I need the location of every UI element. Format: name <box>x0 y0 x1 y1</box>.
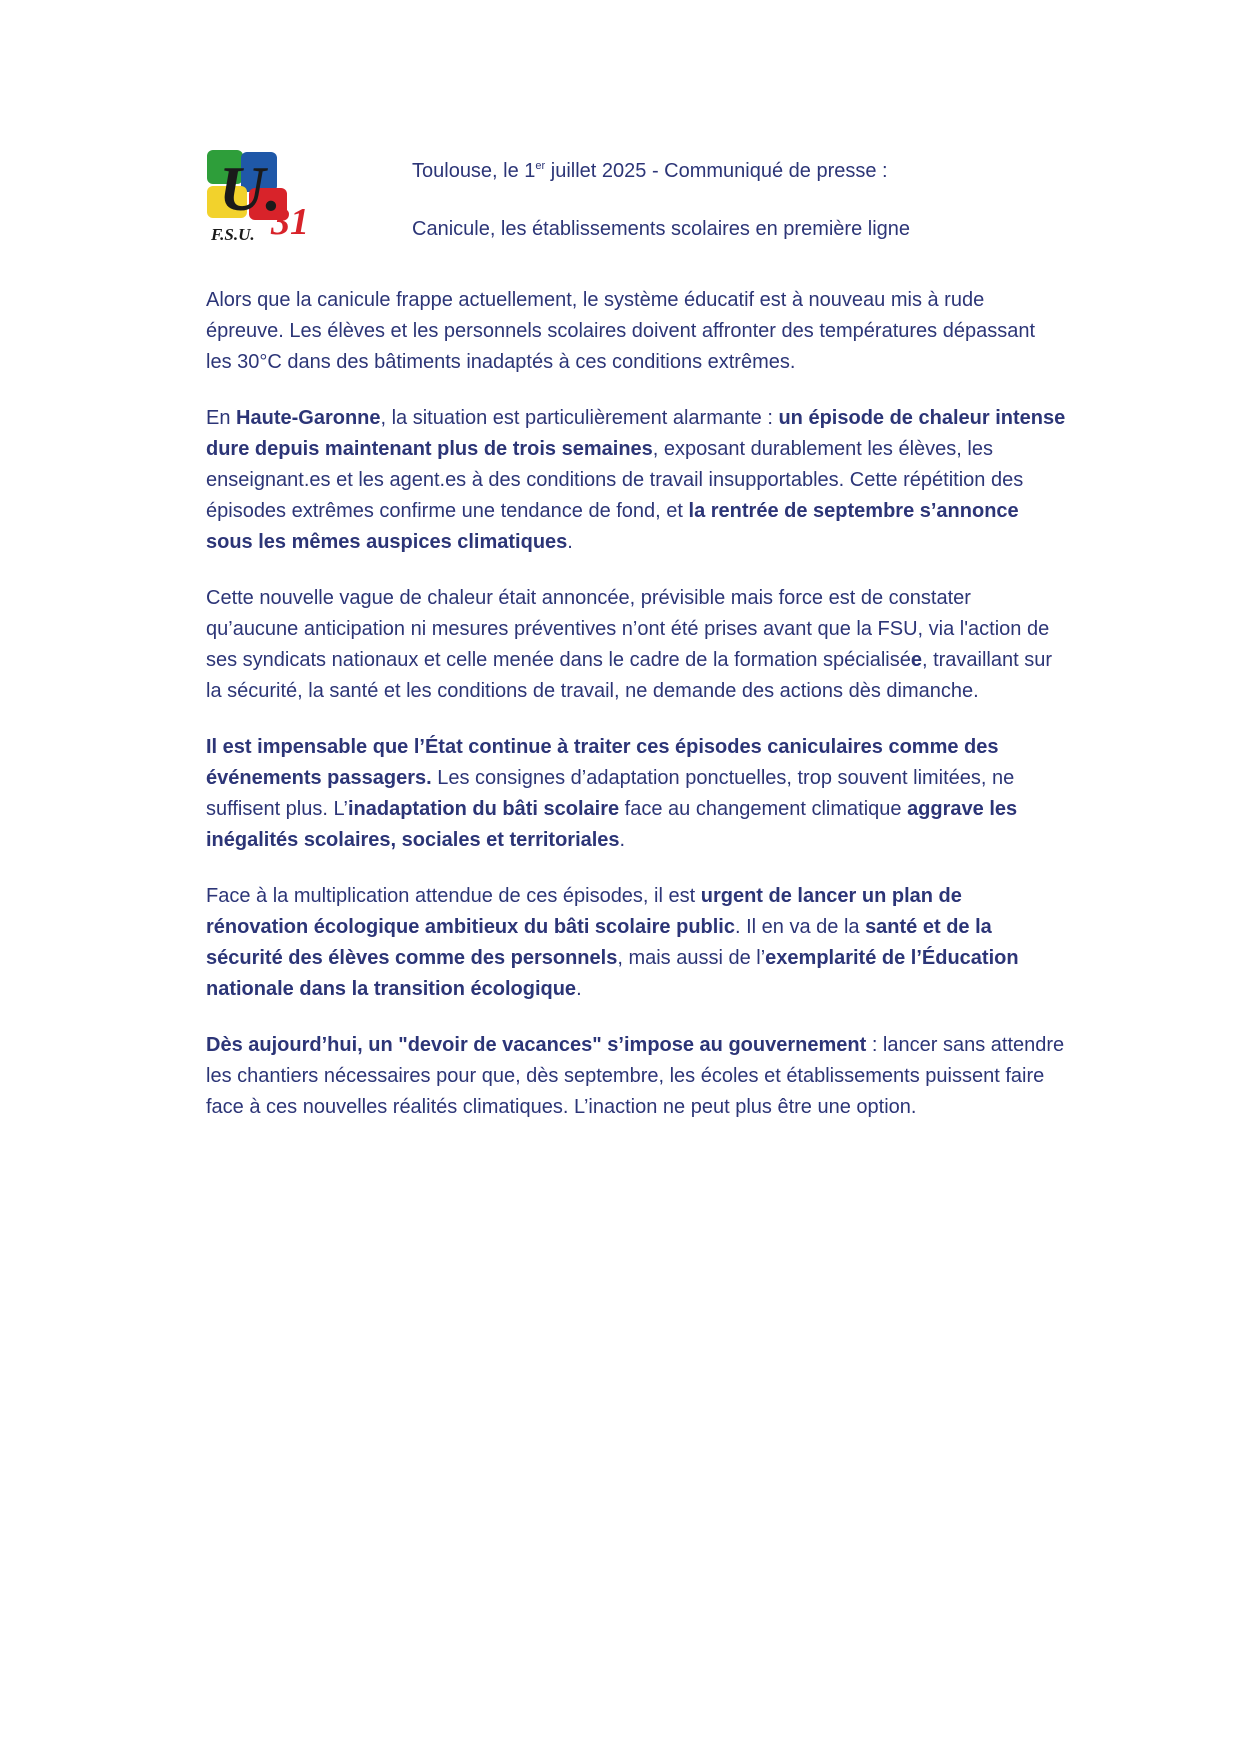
fsu-31-logo-mark <box>205 148 325 248</box>
bold-text-run: santé et de la sécurité des élèves comme des personnels <box>206 916 992 969</box>
text-run: . <box>619 829 626 851</box>
text-run: , exposant durablement les élèves, les enseignant.es et les agent.es à des conditions de travail insupportables. Cette répétition des épisodes extrêmes confirme une tendance de fond, et <box>206 438 1024 522</box>
dateline-ordinal: er <box>535 160 546 172</box>
bold-text-run: exemplarité de l’Éducation nationale dans la transition écologique <box>206 947 1019 1000</box>
dateline <box>412 160 888 183</box>
bold-text-run: aggrave les inégalités scolaires, sociales et territoriales <box>206 798 1018 851</box>
text-run: face au changement climatique <box>619 798 908 820</box>
subject-line: Canicule, les établissements scolaires en première ligne <box>412 218 911 240</box>
text-run: , la situation est particulièrement alarmante : <box>380 407 779 429</box>
text-run: Face à la multiplication attendue de ces épisodes, il est <box>206 885 701 907</box>
text-run: . Il en va de la <box>734 916 866 938</box>
text-run: . <box>567 531 573 553</box>
bold-text-run: Dès aujourd’hui, un "devoir de vacances" s’impose au gouvernement <box>206 1034 867 1056</box>
paragraph-4 <box>206 732 1066 856</box>
bold-text-run: Il est impensable que l’État continue à traiter ces épisodes caniculaires comme des événements passagers. <box>206 736 999 789</box>
logo-number: 31 <box>271 201 309 243</box>
text-run: : lancer sans attendre les chantiers nécessaires pour que, dès septembre, les écoles et établissements puissent faire face à ces nouvelles réalités climatiques. L’inaction ne peut plus être une option. <box>206 1034 1065 1118</box>
text-run: , mais aussi de l’ <box>617 947 766 969</box>
bold-text-run: urgent de lancer un plan de rénovation écologique ambitieux du bâti scolaire public <box>206 885 962 938</box>
bold-text-run: e <box>910 649 922 671</box>
bold-text-run: inadaptation du bâti scolaire <box>347 798 620 820</box>
logo-letter-u: U. <box>219 153 282 224</box>
dateline-rest: juillet 2025 - Communiqué de presse : <box>545 160 888 182</box>
text-run: , travaillant sur la sécurité, la santé et les conditions de travail, ne demande des actions dès dimanche. <box>206 649 1053 702</box>
text-run: . <box>576 978 582 1000</box>
paragraph-2 <box>206 403 1066 558</box>
text-run: Cette nouvelle vague de chaleur était annoncée, prévisible mais force est de constater qu’aucune anticipation ni mesures préventives n’ont été prises avant que la FSU, via l'action de ses syndicats nationaux et celle menée dans le cadre de la formation spécialisé <box>206 587 1050 671</box>
press-release-body <box>206 285 1066 1148</box>
text-run: En <box>206 407 237 429</box>
logo-wordmark: F.S.U. <box>211 225 255 244</box>
bold-text-run: Haute-Garonne <box>236 407 381 429</box>
bold-text-run: la rentrée de septembre s’annonce sous les mêmes auspices climatiques <box>206 500 1019 553</box>
paragraph-5 <box>206 881 1066 1005</box>
bold-text-run: un épisode de chaleur intense dure depuis maintenant plus de trois semaines <box>206 407 1066 460</box>
fsu-31-logo <box>205 148 325 248</box>
paragraph-6 <box>206 1030 1066 1123</box>
paragraph-1: Alors que la canicule frappe actuellement, le système éducatif est à nouveau mis à rude épreuve. Les élèves et les personnels scolaires doivent affronter des températures dépassant les 30°C dans des bâtiments inadaptés à ces conditions extrêmes. <box>206 289 1036 373</box>
dateline-city: Toulouse, le 1 <box>412 160 536 182</box>
paragraph-3 <box>206 583 1066 707</box>
text-run: Les consignes d’adaptation ponctuelles, trop souvent limitées, ne suffisent plus. L’ <box>206 767 1015 820</box>
